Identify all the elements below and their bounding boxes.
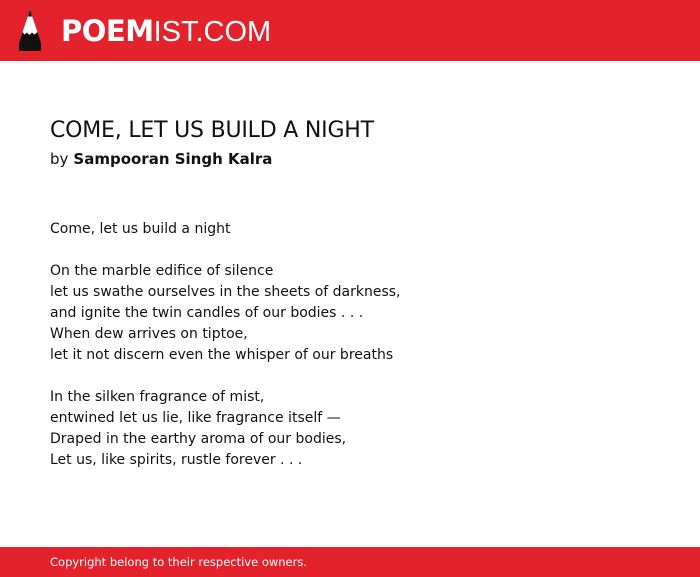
site-logo[interactable] xyxy=(61,13,271,49)
poem-line: entwined let us lie, like fragrance itself — xyxy=(50,410,341,426)
poem-line: Draped in the earthy aroma of our bodies, xyxy=(50,431,347,447)
poem-stanza xyxy=(50,261,610,366)
poem-line: In the silken fragrance of mist, xyxy=(50,389,265,405)
logo-text-light: IST.COM xyxy=(153,16,272,48)
poem-line: Let us, like spirits, rustle forever . . . xyxy=(50,452,303,468)
poem-line: On the marble edifice of silence xyxy=(50,263,274,279)
poem-line: and ignite the twin candles of our bodies . . . xyxy=(50,305,364,321)
stanza-spacer xyxy=(50,366,610,387)
site-header xyxy=(0,0,700,61)
poem-stanza xyxy=(50,219,610,240)
stanza-spacer xyxy=(50,240,610,261)
site-footer xyxy=(0,547,700,577)
poem-line: let it not discern even the whisper of our breaths xyxy=(50,347,394,363)
poem-stanza xyxy=(50,387,610,471)
poem-line: When dew arrives on tiptoe, xyxy=(50,326,248,342)
logo-text-bold: POEM xyxy=(61,14,154,48)
poem-byline xyxy=(50,149,272,169)
copyright-notice: Copyright belong to their respective owners. xyxy=(50,555,308,569)
poem-body xyxy=(50,219,610,471)
poem-line: let us swathe ourselves in the sheets of darkness, xyxy=(50,284,401,300)
pencil-tip-icon[interactable] xyxy=(17,9,43,52)
poem-author: Sampooran Singh Kalra xyxy=(73,150,273,168)
byline-prefix: by xyxy=(50,150,69,168)
poem-line: Come, let us build a night xyxy=(50,221,231,237)
poem-title: COME, LET US BUILD A NIGHT xyxy=(50,118,374,143)
